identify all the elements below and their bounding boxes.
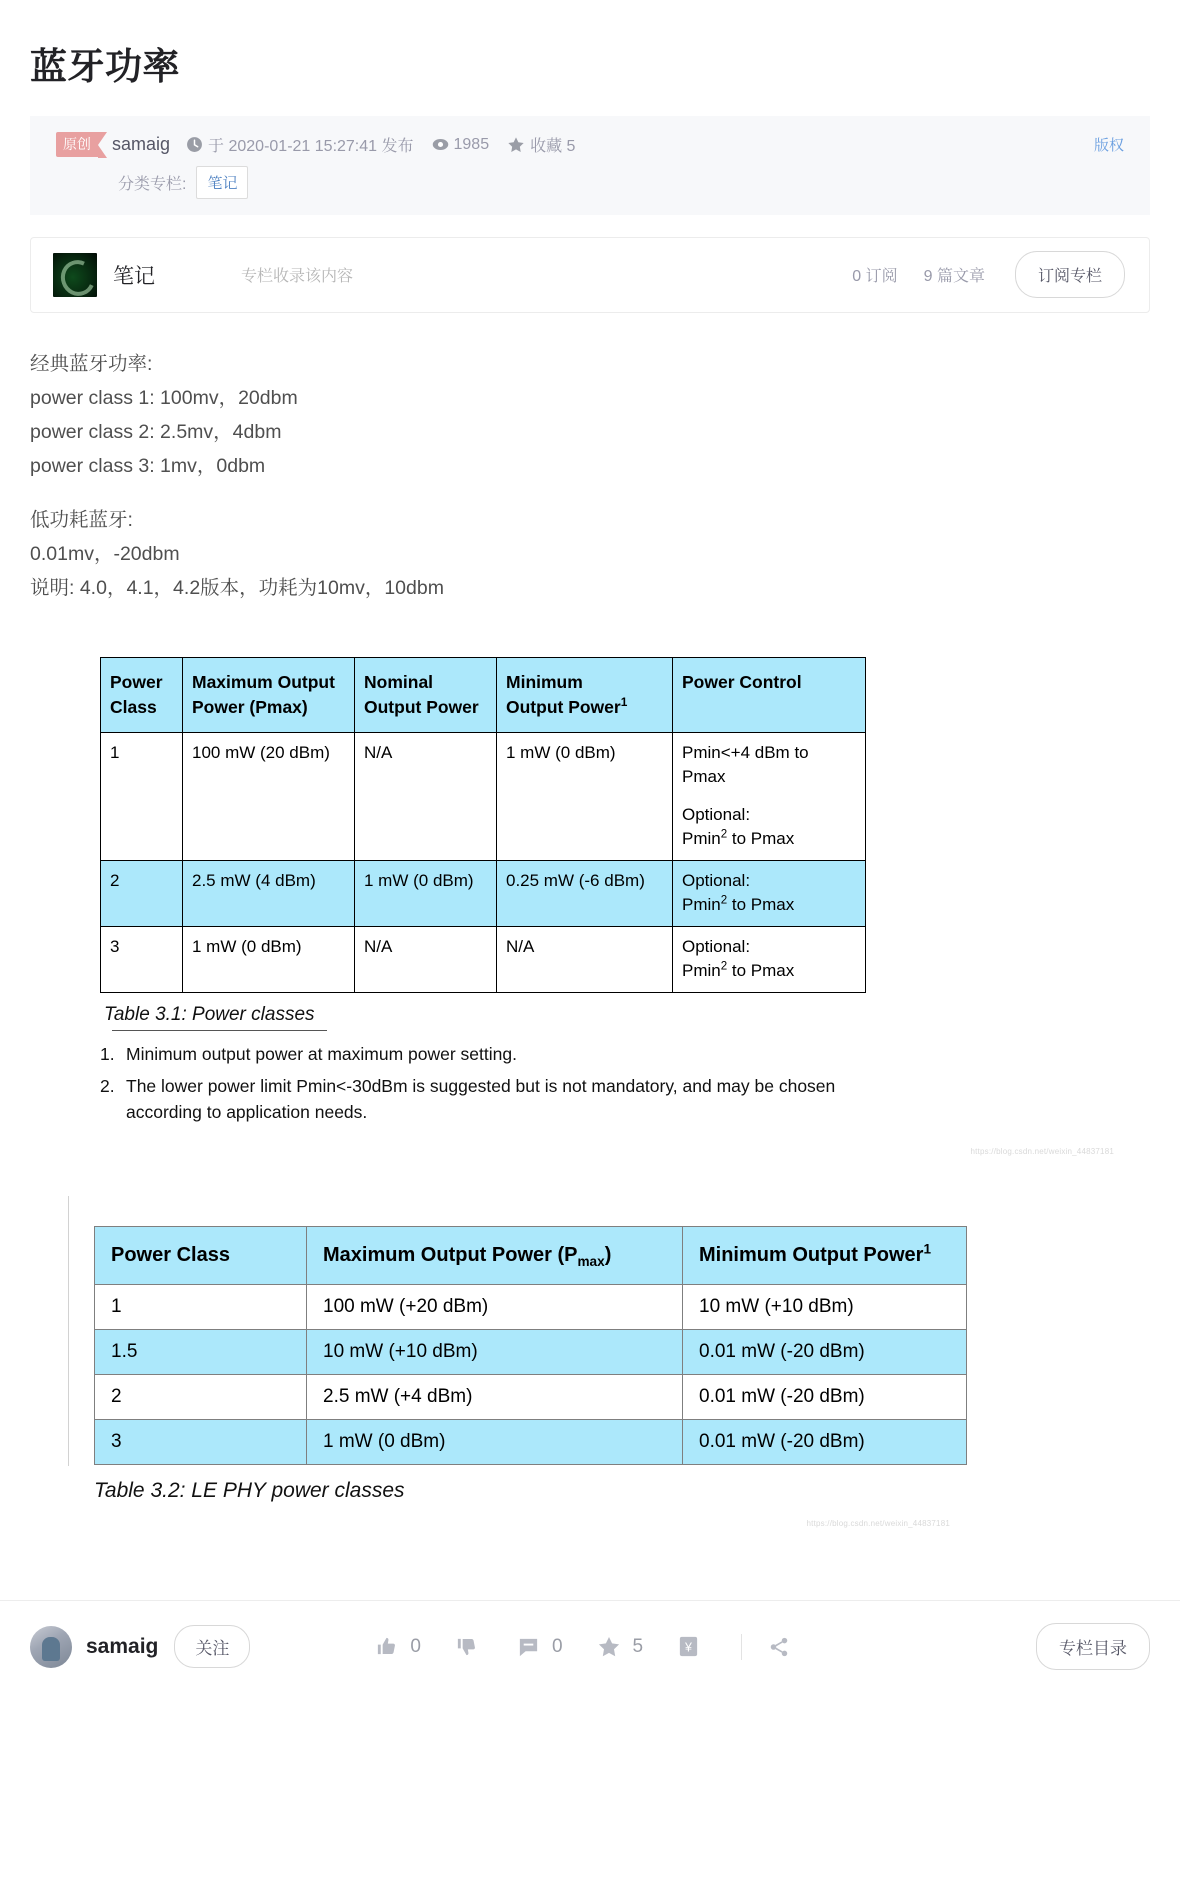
- cell-pmax: 2.5 mW (4 dBm): [183, 860, 355, 926]
- table-row: [101, 860, 866, 926]
- th-maximum-output-power: Maximum Output Power (Pmax): [183, 657, 355, 732]
- like-action[interactable]: [375, 1635, 421, 1658]
- category-label: 分类专栏:: [118, 175, 187, 193]
- table-row: [95, 1329, 967, 1374]
- footer-actions: [375, 1634, 829, 1660]
- footnote-item: 2. The lower power limit Pmin<-30dBm is suggested but is not mandatory, and may be chosen according to application needs.: [100, 1075, 836, 1122]
- cell-nominal: N/A: [355, 926, 497, 992]
- power-control-line-2: Optional: Pmin$^2$ to Pmax: [682, 936, 795, 980]
- power-control-line-2: Optional: Pmin$^2$ to Pmax: [682, 870, 795, 914]
- dislike-action[interactable]: [455, 1635, 483, 1658]
- table-body: [95, 1284, 967, 1464]
- table-le-phy-power-classes: [94, 1226, 967, 1465]
- publish-time-text: 于 2020-01-21 15:27:41 发布: [208, 138, 414, 156]
- table-body: [101, 732, 866, 992]
- avatar[interactable]: [30, 1626, 72, 1668]
- cell-power-control: [673, 860, 866, 926]
- meta-category-row: [30, 166, 1150, 199]
- footnote-item: 1. Minimum output power at maximum power setting.: [100, 1043, 517, 1064]
- article-meta-bar: [30, 116, 1150, 215]
- table-row: [101, 926, 866, 992]
- cell-pmin: 1 mW (0 dBm): [497, 732, 673, 860]
- column-thumbnail-image: [53, 253, 97, 297]
- table-row: [101, 732, 866, 860]
- cell-nominal: 1 mW (0 dBm): [355, 860, 497, 926]
- clock-icon: [186, 136, 203, 153]
- cell-pmax: 2.5 mW (+4 dBm): [307, 1374, 683, 1419]
- body-heading-ble: 低功耗蓝牙:: [30, 508, 133, 531]
- figure-watermark: https://blog.csdn.net/weixin_44837181: [970, 1146, 1114, 1156]
- table-row: [95, 1374, 967, 1419]
- cell-pmin: 0.25 mW (-6 dBm): [497, 860, 673, 926]
- column-subscribe-card: [30, 237, 1150, 313]
- eye-icon: [432, 136, 449, 153]
- footnote-marker-2: 2: [720, 828, 728, 840]
- figure-power-classes: [30, 605, 1150, 1156]
- copyright-link[interactable]: 版权: [1093, 136, 1124, 154]
- table-caption-3-2: Table 3.2: LE PHY power classes: [94, 1478, 405, 1502]
- th-power-control: Power Control: [673, 657, 866, 732]
- like-count: 0: [410, 1635, 421, 1657]
- star-icon: [507, 136, 525, 154]
- footnote-marker-1: 1: [923, 1241, 931, 1256]
- footnote-rule: [112, 1030, 327, 1031]
- footer-right-group: [1036, 1623, 1150, 1670]
- subscribe-column-button[interactable]: 订阅专栏: [1015, 251, 1125, 298]
- cell-pmax: 1 mW (0 dBm): [183, 926, 355, 992]
- article-page: [0, 25, 1180, 1693]
- body-heading-classic: 经典蓝牙功率:: [30, 352, 153, 375]
- author-link[interactable]: samaig: [112, 134, 171, 155]
- publish-time: [186, 133, 413, 156]
- cell-power-class: 1: [95, 1284, 307, 1329]
- article-body: [0, 313, 1180, 1528]
- page-title: 蓝牙功率: [30, 45, 180, 87]
- cell-nominal: N/A: [355, 732, 497, 860]
- footer-action-bar: [0, 1601, 1180, 1693]
- cell-pmin: N/A: [497, 926, 673, 992]
- favorite-count: 5: [632, 1635, 644, 1657]
- reward-action[interactable]: [677, 1635, 705, 1658]
- th-minimum-output-power: Minimum Output Power$^1$: [683, 1226, 967, 1284]
- body-line-class1: power class 1: 100mv，20dbm: [30, 386, 298, 409]
- comment-action[interactable]: [517, 1635, 563, 1658]
- view-count: [432, 136, 490, 154]
- favorite-count: [507, 133, 575, 156]
- table-power-classes: [100, 657, 866, 993]
- figure-watermark: https://blog.csdn.net/weixin_44837181: [806, 1518, 950, 1528]
- cell-power-class: 1.5: [95, 1329, 307, 1374]
- favorite-action[interactable]: [597, 1635, 644, 1659]
- table-header-row: [101, 657, 866, 732]
- th-power-class: Power Class: [101, 657, 183, 732]
- share-action[interactable]: [768, 1636, 795, 1658]
- svg-text:¥: ¥: [685, 1640, 693, 1655]
- table-row: [95, 1284, 967, 1329]
- yen-reward-icon[interactable]: [677, 1635, 700, 1658]
- cell-power-control: [673, 926, 866, 992]
- body-line-class2: power class 2: 2.5mv，4dbm: [30, 420, 282, 443]
- footer-action-divider: [741, 1634, 742, 1660]
- body-line-ble-power: 0.01mv，-20dbm: [30, 542, 180, 565]
- cell-pmax: 100 mW (+20 dBm): [307, 1284, 683, 1329]
- cell-power-class: 1: [101, 732, 183, 860]
- favorite-count-text: 收藏 5: [530, 138, 576, 156]
- original-badge: 原创: [56, 132, 98, 157]
- column-subscriber-count: 0 订阅: [852, 268, 898, 286]
- footnote-list: [100, 1041, 1150, 1125]
- cell-power-class: 2: [101, 860, 183, 926]
- cell-pmin: 0.01 mW (-20 dBm): [683, 1374, 967, 1419]
- paragraph-gap: [30, 483, 1150, 503]
- column-toc-button[interactable]: 专栏目录: [1036, 1623, 1150, 1670]
- power-control-line-2: Optional: Pmin$^2$ to Pmax: [682, 804, 795, 848]
- table-row: [95, 1419, 967, 1464]
- table-header-row: [95, 1226, 967, 1284]
- power-control-line-1: Pmin<+4 dBm to Pmax: [682, 742, 809, 786]
- th-minimum-output-power: Minimum Output Power$^1$: [497, 657, 673, 732]
- category-chip-notes[interactable]: 笔记: [196, 166, 248, 199]
- footer-author-name[interactable]: samaig: [86, 1634, 159, 1658]
- cell-pmin: 0.01 mW (-20 dBm): [683, 1329, 967, 1374]
- cell-pmin: 0.01 mW (-20 dBm): [683, 1419, 967, 1464]
- cell-power-control: [673, 732, 866, 860]
- column-description: 专栏收录该内容: [241, 268, 354, 286]
- comment-count: 0: [551, 1635, 563, 1657]
- cell-pmin: 10 mW (+10 dBm): [683, 1284, 967, 1329]
- cell-pmax: 10 mW (+10 dBm): [307, 1329, 683, 1374]
- th-nominal-output-power: Nominal Output Power: [355, 657, 497, 732]
- footnote-marker-1: 1: [620, 694, 628, 709]
- thumbs-down-icon[interactable]: [455, 1635, 478, 1658]
- body-line-ble-note: 说明: 4.0，4.1，4.2版本，功耗为10mv，10dbm: [30, 576, 444, 599]
- cell-pmax: 100 mW (20 dBm): [183, 732, 355, 860]
- cell-pmax: 1 mW (0 dBm): [307, 1419, 683, 1464]
- column-name[interactable]: 笔记: [113, 264, 155, 288]
- table-caption-3-1: Table 3.1: Power classes: [104, 1003, 315, 1025]
- footnote-marker-2: 2: [720, 894, 728, 906]
- th-maximum-output-power: Maximum Output Power $(P_{max})$: [307, 1226, 683, 1284]
- share-icon[interactable]: [768, 1636, 790, 1658]
- column-article-count: 9 篇文章: [923, 268, 985, 286]
- follow-button[interactable]: 关注: [174, 1625, 250, 1668]
- cell-power-class: 3: [95, 1419, 307, 1464]
- star-icon[interactable]: [597, 1635, 621, 1659]
- footnote-marker-2: 2: [720, 960, 728, 972]
- body-line-class3: power class 3: 1mv，0dbm: [30, 454, 266, 477]
- cell-power-class: 2: [95, 1374, 307, 1419]
- cell-power-class: 3: [101, 926, 183, 992]
- thumbs-up-icon[interactable]: [375, 1635, 398, 1658]
- meta-primary-row: [30, 130, 1150, 160]
- comment-icon[interactable]: [517, 1635, 540, 1658]
- th-power-class: Power Class: [95, 1226, 307, 1284]
- figure-le-phy-power-classes: [30, 1226, 1150, 1528]
- view-count-text: 1985: [453, 135, 490, 153]
